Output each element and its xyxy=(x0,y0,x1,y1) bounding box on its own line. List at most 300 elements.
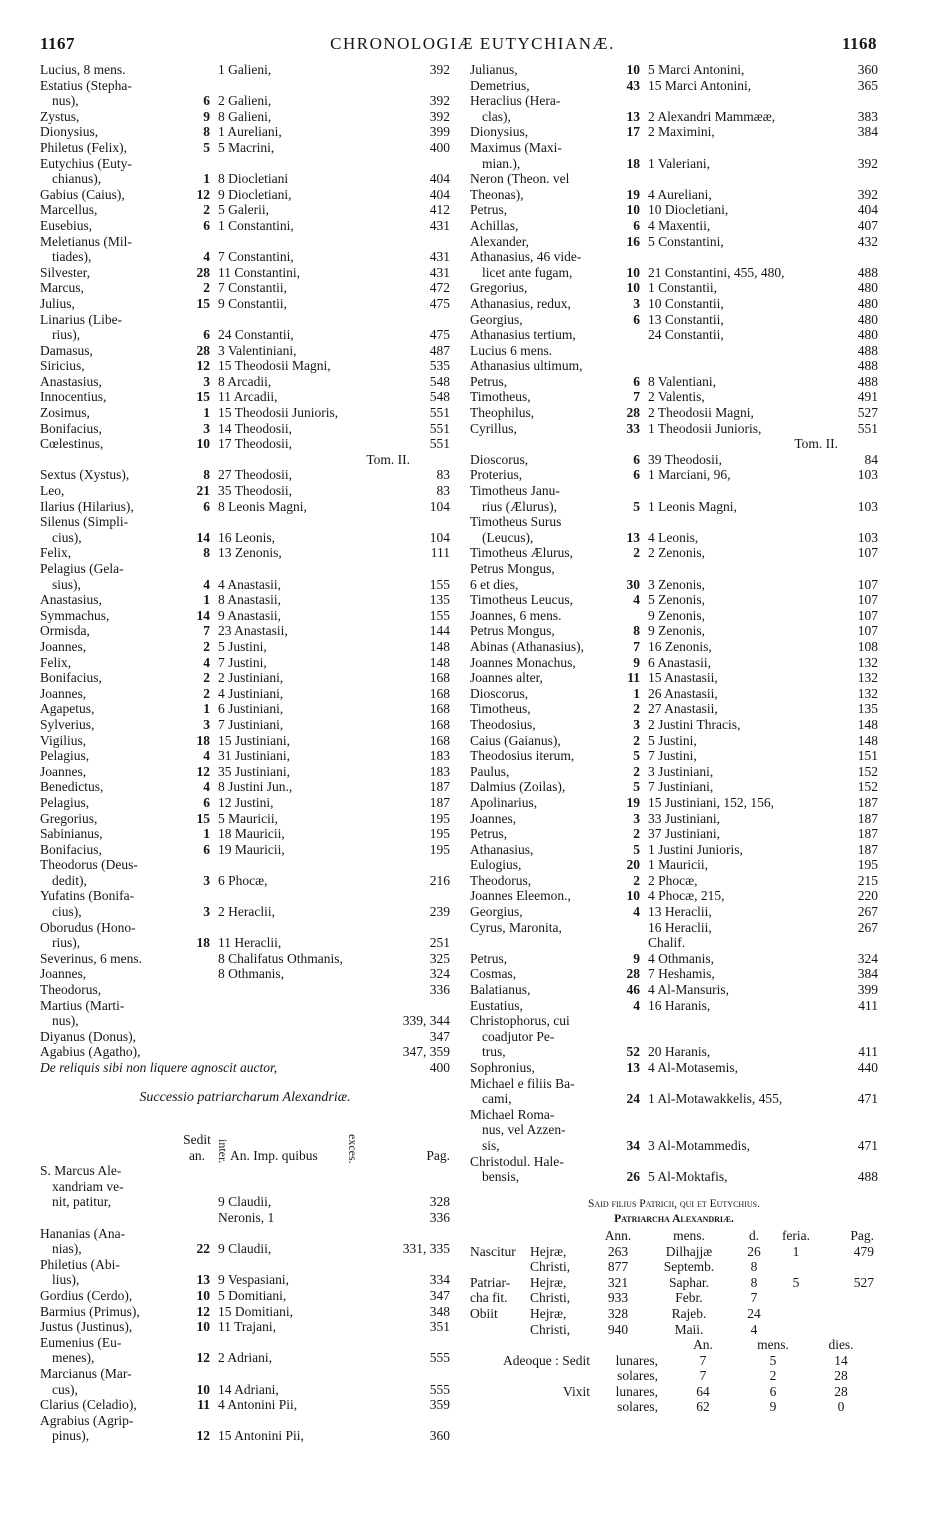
table-row xyxy=(40,873,450,889)
emperor-cell: 9 Zenonis, xyxy=(648,623,705,639)
table-row xyxy=(470,577,878,593)
emperor-cell: 16 Leonis, xyxy=(218,529,275,545)
emperor-cell: 23 Anastasii, xyxy=(218,623,288,639)
years-cell xyxy=(180,1413,218,1429)
page-cell: 107 xyxy=(857,545,878,561)
table-row xyxy=(470,966,878,982)
left-column xyxy=(40,62,450,1444)
emperor-cell: 7 Justini, xyxy=(648,748,697,764)
emperor-cell: 15 Justiniani, xyxy=(218,732,291,748)
emperor-cell: 13 Zenonis, xyxy=(218,545,282,561)
years-cell: 4 xyxy=(203,576,210,592)
emperor-cell: 1 Mauricii, xyxy=(648,857,708,873)
emperor-cell: 5 Justini, xyxy=(648,732,697,748)
said-row xyxy=(470,1306,878,1322)
page-cell: 411 xyxy=(858,997,878,1013)
emperor-cell: 4 Justiniani, xyxy=(218,685,284,701)
name-cell: Joannes Monachus, xyxy=(470,654,576,670)
emperor-cell: 7 Justini, xyxy=(218,654,267,670)
page-cell: 107 xyxy=(857,592,878,608)
table-row xyxy=(470,623,878,639)
name-cell: Diyanus (Donus), xyxy=(40,1028,136,1044)
name-cell: Pelagius, xyxy=(40,748,90,764)
table-row xyxy=(40,842,450,858)
name-cell: Joannes, 6 mens. xyxy=(470,607,562,623)
name-cell: Sabinianus, xyxy=(40,826,103,842)
name-cell: Silvester, xyxy=(40,264,91,280)
page-cell: 324 xyxy=(857,950,878,966)
emperor-cell: 4 Anastasii, xyxy=(218,576,281,592)
page-cell: 384 xyxy=(857,966,878,982)
table-row xyxy=(470,655,878,671)
name-cell: Leo, xyxy=(40,483,65,499)
years-cell xyxy=(180,62,218,78)
table-row xyxy=(470,951,878,967)
right-column xyxy=(470,62,878,1415)
emperor-cell: 16 Zenonis, xyxy=(648,638,712,654)
name-cell: Theophilus, xyxy=(470,405,535,421)
roman-pontiffs-table xyxy=(40,62,450,1060)
emperor-cell: 2 Justini Thracis, xyxy=(648,716,741,732)
table-row xyxy=(40,296,450,312)
page-cell: 187 xyxy=(429,779,450,795)
years-cell xyxy=(180,514,218,530)
page-cell: 104 xyxy=(429,529,450,545)
page-cell: 187 xyxy=(429,794,450,810)
page-cell: 551 xyxy=(857,420,878,436)
years-cell xyxy=(180,888,218,904)
said-title-1: Said filius Patricii, qui et Eutychius. xyxy=(588,1197,760,1210)
page-cell: 187 xyxy=(857,826,878,842)
table-row xyxy=(470,935,878,951)
table-row xyxy=(470,701,878,717)
name-cell: Siricius, xyxy=(40,358,85,374)
name-cell: Zystus, xyxy=(40,108,80,124)
adeo-cell xyxy=(470,1368,590,1384)
page-cell: 404 xyxy=(429,171,450,187)
table-row xyxy=(40,343,450,359)
years-cell: 2 xyxy=(633,872,640,888)
name-cell: nus), xyxy=(52,93,79,109)
years-cell: 2 xyxy=(633,701,640,717)
years-cell xyxy=(180,1163,218,1179)
emperor-cell: 14 Theodosii, xyxy=(218,420,292,436)
years-cell: 6 xyxy=(633,311,640,327)
page-cell: 339, 344 xyxy=(402,1013,450,1029)
name-cell: Julianus, xyxy=(470,62,518,77)
adeo-cell: mens. xyxy=(757,1337,789,1353)
said-cell: Obiit xyxy=(470,1305,498,1321)
adeo-cell: 0 xyxy=(837,1399,845,1415)
years-cell: 5 xyxy=(203,139,210,155)
name-cell: Marcellus, xyxy=(40,202,98,218)
table-row xyxy=(470,888,878,904)
emperor-cell xyxy=(218,156,372,172)
page-cell: 480 xyxy=(857,311,878,327)
said-cell: Hejræ, xyxy=(530,1243,567,1259)
years-cell xyxy=(610,1076,648,1092)
table-row xyxy=(470,312,878,328)
table-row xyxy=(470,343,878,359)
table-row xyxy=(470,670,878,686)
table-row xyxy=(40,888,450,904)
years-cell: 11 xyxy=(197,1397,210,1413)
years-cell: 2 xyxy=(203,280,210,296)
table-row xyxy=(40,452,450,468)
header-sedit: Sedit an. xyxy=(183,1132,211,1163)
header-pag: Pag. xyxy=(426,1147,450,1163)
table-row xyxy=(40,920,450,936)
page-cell: 195 xyxy=(429,841,450,857)
emperor-cell: 39 Theodosii, xyxy=(648,451,722,467)
page-cell: 404 xyxy=(429,186,450,202)
alexandria-table-header xyxy=(40,1105,450,1163)
said-row xyxy=(470,1244,878,1260)
said-cell: 24 xyxy=(747,1305,761,1321)
name-cell: Balatianus, xyxy=(470,982,531,998)
years-cell: 9 xyxy=(203,108,210,124)
years-cell: 46 xyxy=(626,982,640,998)
page-cell xyxy=(800,935,878,951)
said-row xyxy=(470,1275,878,1291)
table-row xyxy=(470,358,878,374)
page-cell xyxy=(372,514,450,530)
years-cell: 9 xyxy=(633,950,640,966)
page-cell: 431 xyxy=(429,264,450,280)
emperor-cell xyxy=(218,888,372,904)
years-cell: 20 xyxy=(626,857,640,873)
name-cell: Timotheus, xyxy=(470,701,531,717)
said-cell xyxy=(470,1228,530,1244)
said-cell: Christi, xyxy=(530,1290,571,1306)
note-page: 400 xyxy=(429,1060,450,1075)
emperor-cell: 8 Chalifatus Othmanis, xyxy=(218,950,343,966)
page-cell: 132 xyxy=(857,654,878,670)
table-row xyxy=(40,389,450,405)
said-cell xyxy=(470,1259,530,1275)
name-cell: rius), xyxy=(52,935,81,951)
years-cell: 18 xyxy=(626,155,640,171)
tome-marker: Tom. II. xyxy=(366,451,410,467)
emperor-cell: 2 Adriani, xyxy=(218,1350,272,1366)
page-cell: 103 xyxy=(857,467,878,483)
table-row xyxy=(470,93,878,109)
emperor-cell: 2 Galieni, xyxy=(218,93,272,109)
page-cell xyxy=(372,1163,450,1179)
said-cell: Ann. xyxy=(604,1227,632,1243)
page-number-left: 1167 xyxy=(40,34,76,53)
page-cell: 132 xyxy=(857,670,878,686)
name-cell: Cyrus, Maronita, xyxy=(470,919,562,935)
page-cell: 431 xyxy=(429,249,450,265)
said-cell: 940 xyxy=(607,1321,629,1337)
years-cell: 4 xyxy=(203,654,210,670)
said-cell: Saphar. xyxy=(668,1274,710,1290)
name-cell: Severinus, 6 mens. xyxy=(40,950,142,966)
alexandria-heading: Successio patriarcharum Alexandriæ. xyxy=(139,1089,351,1105)
page-cell: 135 xyxy=(857,701,878,717)
table-row xyxy=(40,358,450,374)
table-row xyxy=(40,686,450,702)
table-row xyxy=(40,374,450,390)
years-cell: 4 xyxy=(203,249,210,265)
table-row xyxy=(40,826,450,842)
name-cell: Gabius (Caius), xyxy=(40,186,125,202)
emperor-cell: 24 Constantii, xyxy=(648,327,724,343)
emperor-cell: 4 Al-Motasemis, xyxy=(648,1060,738,1075)
table-row xyxy=(40,857,450,873)
page-cell: 351 xyxy=(429,1319,450,1335)
table-row xyxy=(470,187,878,203)
table-row xyxy=(40,109,450,125)
name-cell: Barmius (Primus), xyxy=(40,1303,140,1319)
page-cell: 183 xyxy=(429,763,450,779)
emperor-cell: 17 Theodosii, xyxy=(218,436,292,452)
table-row xyxy=(40,608,450,624)
emperor-cell: 6 Anastasii, xyxy=(648,654,711,670)
table-row xyxy=(470,608,878,624)
name-cell: Joannes Eleemon., xyxy=(470,888,571,904)
name-cell: Athanasius, redux, xyxy=(470,295,571,311)
said-cell: 7 xyxy=(750,1290,758,1306)
page-cell: 83 xyxy=(436,467,450,483)
emperor-cell xyxy=(648,1122,800,1138)
name-cell: Bonifacius, xyxy=(40,841,102,857)
name-cell: Petrus, xyxy=(470,826,508,842)
name-cell: Marcianus (Mar- xyxy=(40,1365,132,1381)
table-row xyxy=(40,234,450,250)
said-cell xyxy=(530,1228,592,1244)
name-cell: Gregorius, xyxy=(40,810,98,826)
table-row xyxy=(470,452,878,468)
years-cell xyxy=(180,1194,218,1210)
table-row xyxy=(470,686,878,702)
emperor-cell: 6 Justiniani, xyxy=(218,701,284,717)
name-cell: chianus), xyxy=(52,171,102,187)
name-cell: Philetius (Abi- xyxy=(40,1256,120,1272)
adeo-cell: Vixit xyxy=(563,1383,590,1399)
page-cell xyxy=(372,998,450,1014)
table-row xyxy=(40,171,450,187)
name-cell: Athanasius, 46 vide- xyxy=(470,249,582,265)
page-cell: 251 xyxy=(429,935,450,951)
name-cell: dedit), xyxy=(52,872,87,888)
years-cell: 30 xyxy=(626,576,640,592)
page-cell xyxy=(372,888,450,904)
years-cell: 9 xyxy=(633,654,640,670)
name-cell: Eulogius, xyxy=(470,857,522,873)
page-cell: 152 xyxy=(857,763,878,779)
name-cell: Innocentius, xyxy=(40,389,107,405)
years-cell xyxy=(610,608,648,624)
name-cell: nus), xyxy=(52,1013,79,1029)
years-cell xyxy=(610,1122,648,1138)
table-row xyxy=(40,748,450,764)
name-cell: Agabius (Agatho), xyxy=(40,1044,141,1060)
table-row xyxy=(470,1044,878,1060)
adeo-cell: 9 xyxy=(769,1399,777,1415)
page-cell: 480 xyxy=(857,327,878,343)
name-cell: Dioscorus, xyxy=(470,451,529,467)
years-cell: 12 xyxy=(196,1428,210,1444)
emperor-cell: 11 Arcadii, xyxy=(218,389,278,405)
table-row xyxy=(40,701,450,717)
emperor-cell xyxy=(218,78,372,94)
name-cell: Lucius 6 mens. xyxy=(470,342,553,358)
page-cell: 104 xyxy=(429,498,450,514)
table-row xyxy=(40,717,450,733)
said-row xyxy=(470,1322,878,1338)
table-row xyxy=(470,1029,878,1045)
page-cell: 155 xyxy=(429,576,450,592)
name-cell: Caius (Gaianus), xyxy=(470,732,561,748)
years-cell xyxy=(180,982,218,998)
emperor-cell xyxy=(648,514,800,530)
emperor-cell: 1 Leonis Magni, xyxy=(648,498,737,514)
emperor-cell: 2 Theodosii Magni, xyxy=(648,405,754,421)
years-cell: 52 xyxy=(626,1044,640,1060)
years-cell: 5 xyxy=(633,841,640,857)
years-cell: 10 xyxy=(196,1287,210,1303)
adeo-cell: 7 xyxy=(699,1368,707,1384)
adeo-cell xyxy=(590,1337,668,1353)
table-row xyxy=(40,156,450,172)
table-row xyxy=(470,998,878,1014)
years-cell xyxy=(180,78,218,94)
table-row xyxy=(40,733,450,749)
years-cell xyxy=(180,1366,218,1382)
table-row xyxy=(470,327,878,343)
years-cell: 5 xyxy=(633,779,640,795)
years-cell: 13 xyxy=(196,1272,210,1288)
emperor-cell: 6 Phocæ, xyxy=(218,872,268,888)
years-cell: 18 xyxy=(196,935,210,951)
header-imp: An. Imp. quibus xyxy=(230,1147,318,1163)
page-cell: 155 xyxy=(429,607,450,623)
table-row xyxy=(40,561,450,577)
said-cell: Dilhajjæ xyxy=(665,1243,713,1259)
table-row xyxy=(40,514,450,530)
years-cell: 12 xyxy=(196,186,210,202)
said-cell xyxy=(774,1290,818,1306)
years-cell xyxy=(180,1179,218,1195)
name-cell: Theodorus (Deus- xyxy=(40,857,138,873)
years-cell: 19 xyxy=(626,794,640,810)
emperor-cell: 27 Anastasii, xyxy=(648,701,718,717)
emperor-cell xyxy=(218,982,372,998)
page-cell xyxy=(372,561,450,577)
years-cell xyxy=(180,1210,218,1226)
alexandria-table-continued xyxy=(470,62,878,1185)
adeo-cell: 28 xyxy=(834,1383,848,1399)
page-cell xyxy=(800,249,878,265)
table-row xyxy=(40,265,450,281)
name-cell: Christophorus, cui xyxy=(470,1013,570,1029)
years-cell: 1 xyxy=(633,685,640,701)
emperor-cell: 16 Heraclii, xyxy=(648,919,712,935)
page-cell xyxy=(372,1226,450,1242)
emperor-cell: 8 Valentiani, xyxy=(648,373,716,389)
page-cell xyxy=(800,1154,878,1170)
table-row xyxy=(40,1029,450,1045)
said-cell: Febr. xyxy=(675,1290,703,1306)
emperor-cell: 13 Heraclii, xyxy=(648,904,712,920)
page-cell: 551 xyxy=(429,436,450,452)
name-cell: Michael Roma- xyxy=(470,1106,555,1122)
table-row xyxy=(40,187,450,203)
page-cell: 267 xyxy=(857,904,878,920)
years-cell xyxy=(610,327,648,343)
emperor-cell: 5 Macrini, xyxy=(218,139,275,155)
name-cell: Theodorus, xyxy=(470,872,532,888)
said-cell: Hejræ, xyxy=(530,1274,567,1290)
name-cell: Felix, xyxy=(40,545,72,561)
page-cell: 336 xyxy=(429,1209,450,1225)
page-cell: 108 xyxy=(857,638,878,654)
emperor-cell: 2 Phocæ, xyxy=(648,872,698,888)
emperor-cell xyxy=(218,857,372,873)
name-cell: nias), xyxy=(52,1241,82,1257)
years-cell xyxy=(610,358,648,374)
emperor-cell xyxy=(648,561,800,577)
table-row xyxy=(470,795,878,811)
years-cell: 22 xyxy=(196,1241,210,1257)
years-cell: 7 xyxy=(633,638,640,654)
table-row xyxy=(40,982,450,998)
adeo-cell: Adeoque : Sedit xyxy=(503,1352,590,1368)
name-cell: Agrabius (Agrip- xyxy=(40,1412,134,1428)
name-cell: 6 et dies, xyxy=(470,576,519,592)
page-cell: 168 xyxy=(429,716,450,732)
name-cell: Estatius (Stepha- xyxy=(40,77,132,93)
name-cell: Ormisda, xyxy=(40,623,90,639)
table-row xyxy=(40,592,450,608)
page-cell: 555 xyxy=(429,1350,450,1366)
page-cell: 472 xyxy=(429,280,450,296)
name-cell: Neron (Theon. vel xyxy=(470,171,570,187)
said-cell: 4 xyxy=(750,1321,758,1337)
name-cell: Linarius (Libe- xyxy=(40,311,123,327)
emperor-cell: 1 Constantini, xyxy=(218,217,294,233)
said-row xyxy=(470,1290,878,1306)
page-cell: 168 xyxy=(429,685,450,701)
emperor-cell: 5 Constantini, xyxy=(648,233,724,249)
page-cell: 135 xyxy=(429,592,450,608)
years-cell: 28 xyxy=(626,966,640,982)
name-cell: xandriam ve- xyxy=(52,1178,124,1194)
name-cell: Felix, xyxy=(40,654,72,670)
years-cell: 4 xyxy=(633,592,640,608)
table-row xyxy=(470,1138,878,1154)
name-cell: Timotheus, xyxy=(470,389,531,405)
years-cell xyxy=(610,483,648,499)
page-cell: 548 xyxy=(429,389,450,405)
emperor-cell: 4 Phocæ, 215, xyxy=(648,888,725,904)
page-cell: 325 xyxy=(429,950,450,966)
left-note xyxy=(40,1060,450,1076)
page-cell: 360 xyxy=(429,1428,450,1444)
table-row xyxy=(40,951,450,967)
years-cell: 26 xyxy=(626,1169,640,1185)
years-cell xyxy=(610,935,648,951)
name-cell: Oborudus (Hono- xyxy=(40,919,136,935)
table-row xyxy=(40,904,450,920)
page-cell: 107 xyxy=(857,623,878,639)
said-cell: Maii. xyxy=(674,1321,704,1337)
table-row xyxy=(470,592,878,608)
name-cell: Sylverius, xyxy=(40,716,95,732)
name-cell: nus, vel Azzen- xyxy=(482,1122,566,1138)
